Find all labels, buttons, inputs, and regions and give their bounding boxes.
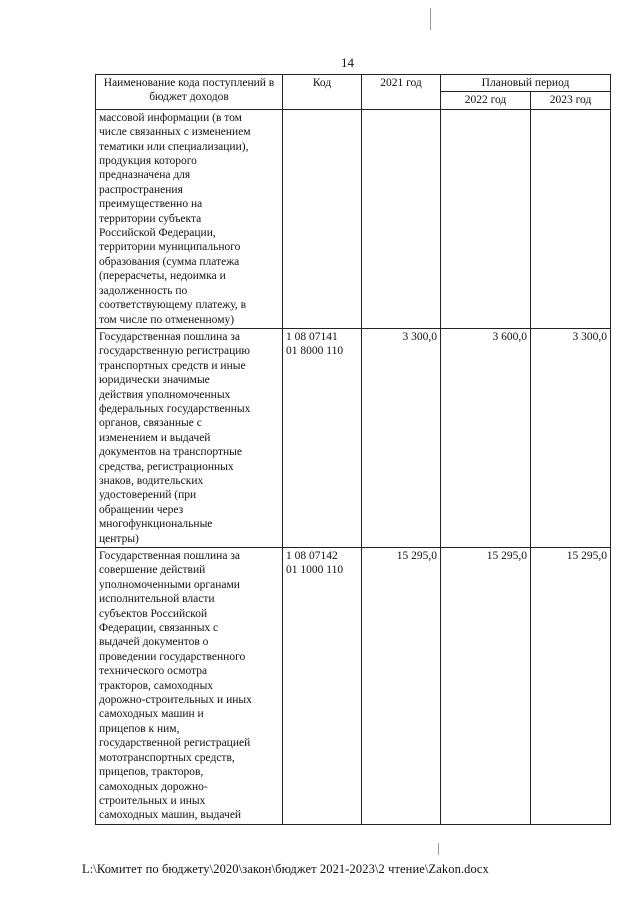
row-2023-cell: 15 295,0 (531, 548, 611, 825)
table-row-continuation (96, 109, 611, 328)
header-planned-period: Плановый период (441, 75, 611, 92)
row-2022-cell: 15 295,0 (441, 548, 531, 825)
header-2022: 2022 год (441, 92, 531, 109)
header-2023: 2023 год (531, 92, 611, 109)
row-code-cell (283, 109, 362, 328)
crop-mark-bottom (438, 843, 439, 855)
row-name-cell: Государственная пошлина за государственную регистрацию транспортных средств и иные юридически значимые действия уполномоченных федеральных государственных органов, связанные с изменением и выдачей документов на транспортные средства, регистрационных знаков, водительских удостоверений (при обращении через многофункциональные центры) (96, 328, 283, 547)
row-2022-cell: 3 600,0 (441, 328, 531, 547)
page-number: 14 (341, 55, 354, 70)
table-row (96, 328, 611, 547)
row-2021-cell: 3 300,0 (362, 328, 441, 547)
header-row-1 (96, 75, 611, 92)
row-2021-cell: 15 295,0 (362, 548, 441, 825)
table-row (96, 548, 611, 825)
file-path-footer: L:\Комитет по бюджету\2020\закон\бюджет 2021-2023\2 чтение\Zakon.docx (82, 862, 489, 876)
header-name: Наименование кода поступлений в бюджет доходов (96, 75, 283, 110)
header-2021: 2021 год (362, 75, 441, 110)
row-2023-cell (531, 109, 611, 328)
row-code-cell: 1 08 07141 01 8000 110 (283, 328, 362, 547)
row-code-cell: 1 08 07142 01 1000 110 (283, 548, 362, 825)
revenue-table (95, 74, 611, 825)
row-2023-cell: 3 300,0 (531, 328, 611, 547)
row-name-cell: массовой информации (в том числе связанных с изменением тематики или специализации), продукция которого предназначена для распространения преимущественно на территории субъекта Российской Федерации, территории муниципального образования (сумма платежа (перерасчеты, недоимка и задолженность по соответствующему платежу, в том числе по отмененному) (96, 109, 283, 328)
header-code: Код (283, 75, 362, 110)
row-name-cell: Государственная пошлина за совершение действий уполномоченными органами исполнительной власти субъектов Российской Федерации, связанных с выдачей документов о проведении государственного технического осмотра тракторов, самоходных дорожно-строительных и иных самоходных машин и прицепов к ним, государственной регистрацией мототранспортных средств, прицепов, тракторов, самоходных дорожно- строительных и иных самоходных машин, выдачей (96, 548, 283, 825)
row-2021-cell (362, 109, 441, 328)
row-2022-cell (441, 109, 531, 328)
crop-mark-top (430, 8, 431, 30)
